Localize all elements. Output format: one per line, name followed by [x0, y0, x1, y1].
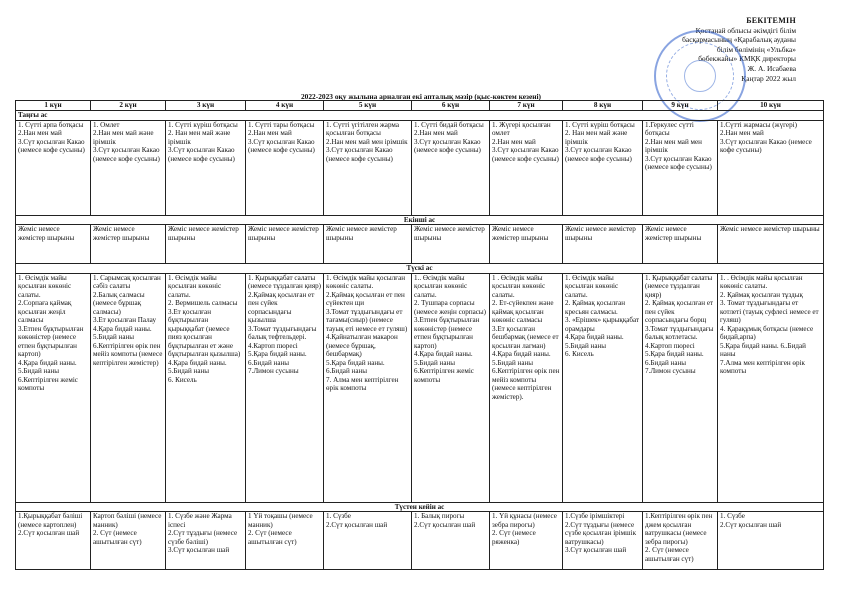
- lunch-cell: 1.. Өсімдік майы қосылған көкөніс салаты. 2. Тушпара сорпасы (немесе жеңін сорпасы) 3.Етпен бұқтырылған көкөністер (немесе етпен бұқтырылған картоп) 4.Қара бидай наны. 5.Бидай наны 6.Кептірілген жеміс компоты: [412, 273, 490, 502]
- day-header: 6 күн: [412, 101, 490, 111]
- day-header: 5 күн: [324, 101, 412, 111]
- approval-line: Қаңтар 2022 жыл: [741, 73, 796, 83]
- snack-row: [16, 512, 824, 570]
- day-header: 3 күн: [166, 101, 246, 111]
- second-breakfast-cell: Жеміс немесе жемістер шырыны: [490, 225, 563, 264]
- snack-cell: Картоп бәліші (немесе манник) 2. Сүт (немесе ашытылған сүт): [91, 512, 166, 570]
- lunch-cell: 1. Өсімдік майы қосылған көкөніс салаты. 2. Қаймақ қосылған кресьян салмасы. 3. «Ерішек» қырыққабат орамдары 4.Қара бидай наны. 5.Бидай наны 6. Кисель: [563, 273, 643, 502]
- breakfast-row: [16, 120, 824, 215]
- breakfast-cell: 1. Сүтті тары ботқасы 2.Нан мен май 3.Сүт қосылған Какао (немесе кофе сусыны): [246, 120, 324, 215]
- second-breakfast-cell: Жеміс немесе жемістер шырыны: [16, 225, 91, 264]
- second-breakfast-row: [16, 225, 824, 264]
- lunch-cell: 1. Өсімдік майы қосылған көкөніс салаты. 2. Вермишель салмасы 3.Ет қосылған бұқтырылған қырыққабат (немесе пияз қосылған бұқтырылған ет және бұқтырылған қызылша) 4.Қара бидай наны. 5.Бидай наны 6. Кисель: [166, 273, 246, 502]
- day-header: 8 күн: [563, 101, 643, 111]
- lunch-cell: 1. Сарымсақ қосылған сәбіз салаты 2.Балық салмасы (немесе бұршақ салмасы) 3.Ет қосылған Палау 4.Қара бидай наны. 5.Бидай наны 6.Кептірілген өрік пен мейіз компоты (немесе кептірілген жемістер): [91, 273, 166, 502]
- document-title: 2022-2023 оқу жылына арналған екі апталық мәзір (қыс-көктем кезені): [300, 92, 542, 101]
- second-breakfast-cell: Жеміс немесе жемістер шырыны: [718, 225, 824, 264]
- snack-cell: 1. Сүзбе 2.Сүт қосылған шай: [718, 512, 824, 570]
- section-label-second-breakfast: Екінші ас: [16, 215, 824, 225]
- breakfast-cell: 1. Сүтті күріш ботқасы 2. Нан мен май және ірімшік 3.Сүт қосылған Какао (немесе кофе сусыны): [563, 120, 643, 215]
- day-header: 7 күн: [490, 101, 563, 111]
- second-breakfast-cell: Жеміс немесе жемістер шырыны: [643, 225, 718, 264]
- day-header: 2 күн: [91, 101, 166, 111]
- snack-cell: 1.Кептірілген өрік пен джем қосылған ватрушкасы (немесе зебра пирогы) 2. Сүт (немесе ашытылған сүт): [643, 512, 718, 570]
- second-breakfast-cell: Жеміс немесе жемістер шырыны: [166, 225, 246, 264]
- snack-cell: 1. Балық пирогы 2.Сүт қосылған шай: [412, 512, 490, 570]
- lunch-cell: 1. . Өсімдік майы қосылған көкөніс салаты. 2. Қаймақ қосылған тұздық 3. Томат тұздығындағы ет котлеті (тауық суфлесі немесе ет гуляш) 4. Қарақұмық ботқасы (немесе бидай,арпа) 5.Қара бидай наны. 6..Бидай наны 7.Алма мен кептірілген өрік компоты: [718, 273, 824, 502]
- section-label-snack: Түстен кейін ас: [16, 502, 824, 512]
- breakfast-cell: 1.Сүтті жармасы (жүгері) 2.Нан мен май 3.Сүт қосылған Какао (немесе кофе сусыны): [718, 120, 824, 215]
- snack-cell: 1. Сүзбе 2.Сүт қосылған шай: [324, 512, 412, 570]
- section-row-breakfast: [16, 111, 824, 121]
- second-breakfast-cell: Жеміс немесе жемістер шырыны: [412, 225, 490, 264]
- approval-line: бөбекжайы» КМҚК директоры: [698, 54, 796, 64]
- day-header: 4 күн: [246, 101, 324, 111]
- approval-line: Ж. А. Исабаева: [747, 63, 796, 73]
- approval-line: білім бөлімінің «Ульбка»: [716, 44, 796, 54]
- second-breakfast-cell: Жеміс немесе жемістер шырыны: [246, 225, 324, 264]
- section-row-lunch: [16, 264, 824, 274]
- second-breakfast-cell: Жеміс немесе жемістер шырыны: [563, 225, 643, 264]
- snack-cell: 1. Үй құнасы (немесе зебра пирогы) 2. Сүт (немесе ряженка): [490, 512, 563, 570]
- stamp-core: [684, 60, 716, 92]
- approval-line: басқармасының «Қарабалық ауданы: [682, 35, 796, 45]
- lunch-cell: 1. Қырыққабат салаты (немесе тұздалған қияр) 2. Қаймақ қосылған ет пен сүйек сорпасындағы борщ 3.Томат тұздығындағы балық котлетасы. 4.Картоп пюресі 5.Қара бидай наны. 6.Бидай наны 7.Лимон сусыны: [643, 273, 718, 502]
- breakfast-cell: 1. Жүгері қосылған омлет 2.Нан мен май 3.Сүт қосылған Какао (немесе кофе сусыны): [490, 120, 563, 215]
- approval-title: БЕКІТЕМІН: [746, 16, 796, 25]
- approval-line: Қостанай облысы әкімдігі білім: [695, 25, 796, 35]
- snack-cell: 1.Қырыққабат бәліші (немесе картоплен) 2.Сүт қосылған шай: [16, 512, 91, 570]
- snack-cell: 1.Сүзбе ірімшіктері 2.Сүт тұздығы (немесе сүзбе қосылған ірімшік ватрушкасы) 3.Сүт қосылған шай: [563, 512, 643, 570]
- day-header: 1 күн: [16, 101, 91, 111]
- lunch-row: [16, 273, 824, 502]
- second-breakfast-cell: Жеміс немесе жемістер шырыны: [324, 225, 412, 264]
- breakfast-cell: 1. Сүтті бидай ботқасы 2.Нан мен май 3.Сүт қосылған Какао (немесе кофе сусыны): [412, 120, 490, 215]
- breakfast-cell: 1.Геркулес сүтті ботқасы 2.Нан мен май мен ірімшік 3.Сүт қосылған Какао (немесе кофе сусыны): [643, 120, 718, 215]
- day-header: 10 күн: [718, 101, 824, 111]
- second-breakfast-cell: Жеміс немесе жемістер шырыны: [91, 225, 166, 264]
- snack-cell: 1. Сүзбе және Жарма іспесі 2.Сүт тұздығы (немесе сүзбе бәліші) 3.Сүт қосылған шай: [166, 512, 246, 570]
- lunch-cell: 1. Өсімдік майы қосылған көкөніс салаты. 2.Қаймақ қосылған ет пен сүйектен щи 3.Томат тұздығындағы ет тағамы(сиыр) (немесе тауық еті немесе ет гуляш) 4.Қайнатылған макарон (немесе бұршақ, бешбармақ) 5.Қара бидай наны. 6.Бидай наны 7. Алма мен кептірілген өрік компоты: [324, 273, 412, 502]
- section-row-snack: [16, 502, 824, 512]
- snack-cell: 1 Үй тоқашы (немесе манник) 2. Сүт (немесе ашытылған сүт): [246, 512, 324, 570]
- menu-table: [15, 100, 824, 570]
- breakfast-cell: 1. Сүтті арпа ботқасы 2.Нан мен май 3.Сүт қосылған Какао (немесе кофе сусыны): [16, 120, 91, 215]
- breakfast-cell: 1. Сүтті күріш ботқасы 2. Нан мен май және ірімшік 3.Сүт қосылған Какао (немесе кофе сусыны): [166, 120, 246, 215]
- lunch-cell: 1 . Өсімдік майы қосылған көкөніс салаты. 2. Ет-сүйекпен және қаймақ қосылған көкөніс салмасы 3.Ет қосылған бешбармақ (немесе ет қосылған лагман) 4.Қара бидай наны. 5.Бидай наны 6.Кептірілген өрік пен мейіз компоты (немесе кептірілген жемістер).: [490, 273, 563, 502]
- breakfast-cell: 1. Сүтті үгітілген жарма қосылған ботқасы 2.Нан мен май мен ірімшік 3.Сүт қосылған Какао (немесе кофе сусыны): [324, 120, 412, 215]
- days-header-row: [16, 101, 824, 111]
- lunch-cell: 1. Өсімдік майы қосылған көкөніс салаты. 2.Сорпаға қаймақ қосылған жеңіл салмасы 3.Етпен бұқтырылған көкөністер (немесе етпен бұқтырылған картоп) 4.Қара бидай наны. 5.Бидай наны 6.Кептірілген жеміс компоты: [16, 273, 91, 502]
- section-label-lunch: Түскі ас: [16, 264, 824, 274]
- breakfast-cell: 1. Омлет 2.Нан мен май және ірімшік 3.Сүт қосылған Какао (немесе кофе сусыны): [91, 120, 166, 215]
- section-row-second-breakfast: [16, 215, 824, 225]
- day-header: 9 күн: [643, 101, 718, 111]
- section-label-breakfast: Таңғы ас: [16, 111, 824, 121]
- lunch-cell: 1. Қырыққабат салаты (немесе тұздалған қияр) 2.Қаймақ қосылған ет пен сүйек сорпасындағы қызылша 3.Томат тұздығындағы балық тефтельдері. 4.Картоп пюресі 5.Қара бидай наны. 6.Бидай наны 7.Лимон сусыны: [246, 273, 324, 502]
